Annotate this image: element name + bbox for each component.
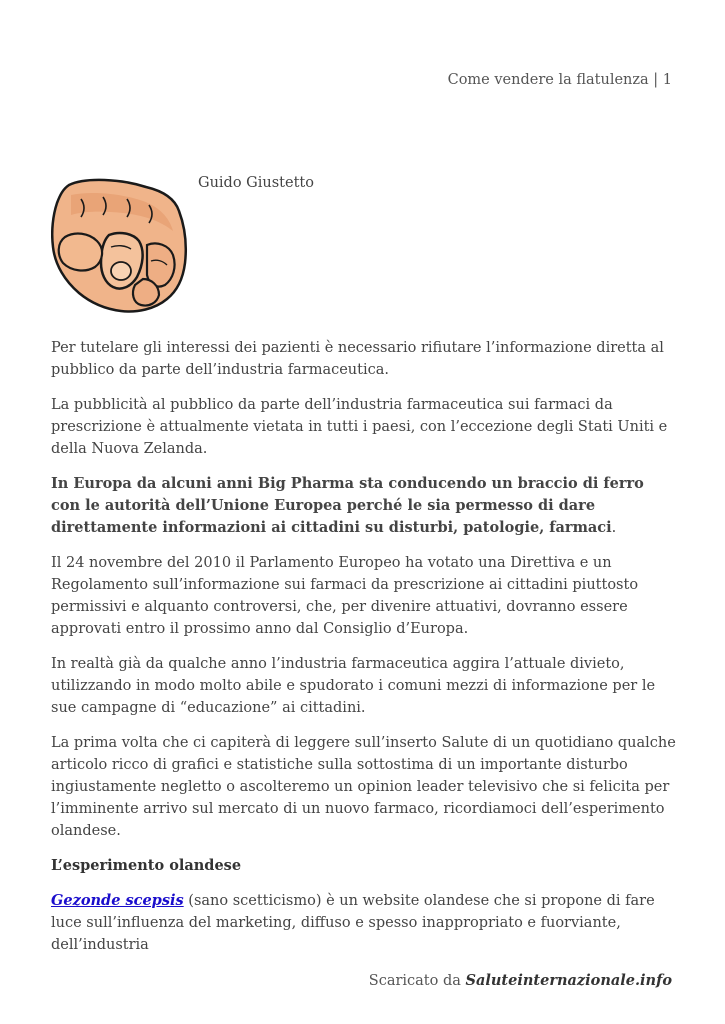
paragraph-end: . — [611, 520, 617, 536]
article-body — [51, 337, 676, 969]
footer-prefix: Scaricato da — [368, 973, 466, 989]
page-footer — [369, 972, 672, 989]
paragraph: La prima volta che ci capiterà di leggere sull’inserto Salute di un quotidiano qualche articolo ricco di grafici e statistiche sulla sottostima di un importante disturbo ingiustamente negletto o ascolteremo un opinion leader televisivo che si felicita per l’imminente arrivo sul mercato di un nuovo farmaco, ricordiamoci dell’esperimento olandese. — [51, 735, 676, 839]
bold-text: In Europa da alcuni anni Big Pharma sta conducendo un braccio di ferro con le autorità dell’Unione Europea perché le sia permesso di dare direttamente informazioni ai cittadini su disturbi, patologie, farmaci — [51, 475, 644, 536]
running-header: Come vendere la flatulenza | 1 — [447, 72, 672, 88]
section-heading: L’esperimento olandese — [51, 857, 242, 874]
author-name: Guido Giustetto — [198, 175, 314, 191]
paragraph — [51, 890, 676, 956]
paragraph-text: (sano scetticismo) è un website olandese che si propone di fare luce sull’influenza del marketing, diffuso e spesso inappropriato e fuorviante, dell’industria — [51, 893, 655, 953]
paragraph-bold — [51, 473, 676, 539]
pointing-hand-icon — [51, 175, 191, 317]
paragraph: In realtà già da qualche anno l’industria farmaceutica aggira l’attuale divieto, utilizzando in modo molto abile e spudorato i comuni mezzi di informazione per le sue campagne di “educazione” ai cittadini. — [51, 656, 656, 716]
paragraph: Il 24 novembre del 2010 il Parlamento Europeo ha votato una Direttiva e un Regolamento sull’informazione sui farmaci da prescrizione ai cittadini piuttosto permissivi e alquanto controversi, che, per divenire attuativi, dovranno essere approvati entro il prossimo anno dal Consiglio d’Europa. — [51, 555, 639, 637]
paragraph: Per tutelare gli interessi dei pazienti è necessario rifiutare l’informazione diretta al pubblico da parte dell’industria farmaceutica. — [51, 340, 664, 378]
gezonde-scepsis-link[interactable]: Gezonde scepsis — [51, 892, 184, 909]
footer-site-name: Saluteinternazionale.info — [465, 972, 672, 989]
paragraph: La pubblicità al pubblico da parte dell’industria farmaceutica sui farmaci da prescrizione è attualmente vietata in tutti i paesi, con l’eccezione degli Stati Uniti e della Nuova Zelanda. — [51, 397, 668, 457]
